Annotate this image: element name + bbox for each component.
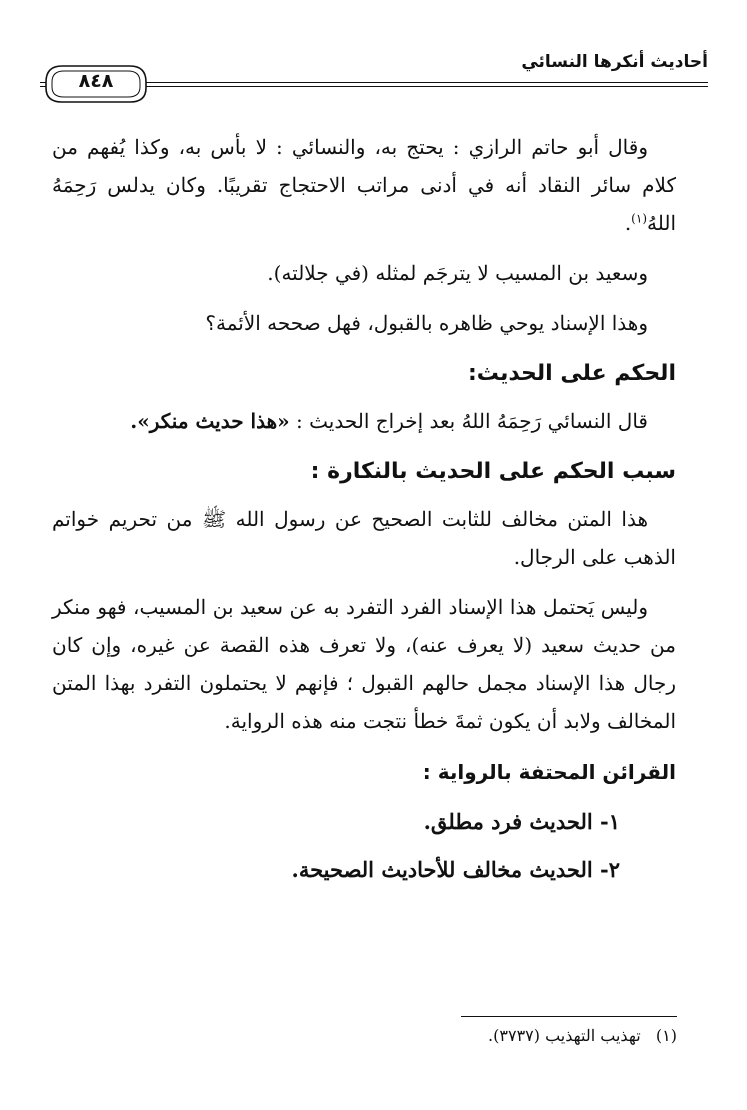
ruling-quote: «هذا حديث منكر».	[130, 409, 290, 433]
footnote-text: تهذيب التهذيب (٣٧٣٧).	[488, 1026, 641, 1045]
main-text	[52, 128, 676, 892]
heading-ruling: الحكم على الحديث:	[467, 361, 676, 386]
footnote	[277, 1026, 677, 1045]
heading-indicators: القرائن المحتفة بالرواية :	[422, 760, 676, 784]
paragraph-narrators	[52, 128, 676, 242]
footnote-ref: (١)	[631, 211, 647, 226]
paragraph-explanation: وليس يَحتمل هذا الإسناد الفرد التفرد به عن سعيد بن المسيب، فهو منكر من حديث سعيد (لا يعرف عنه)، ولا تعرف هذه القصة عن غيره، وإن كان رجال هذا الإسناد مجمل حالهم القبول ؛ فإنهم لا يحتملون التفرد بهذا المتن المخالف ولابد أن يكون ثمةَ خطأ نتجت منه هذه الرواية.	[52, 595, 676, 733]
list-item: ١- الحديث فرد مطلق.	[423, 809, 620, 834]
paragraph-end: .	[624, 211, 632, 235]
footnote-rule	[461, 1016, 677, 1017]
page-number: ٨٤٨	[78, 70, 114, 92]
heading-reason: سبب الحكم على الحديث بالنكارة :	[310, 459, 676, 484]
footnote-number: (١)	[655, 1026, 677, 1045]
paragraph-reason: هذا المتن مخالف للثابت الصحيح عن رسول الله ﷺ من تحريم خواتم الذهب على الرجال.	[52, 507, 676, 569]
paragraph-question: وهذا الإسناد يوحي ظاهره بالقبول، فهل صححه الأئمة؟	[205, 311, 648, 335]
paragraph-ruling	[52, 402, 676, 440]
paragraph-said: وسعيد بن المسيب لا يترجَم لمثله (في جلالته).	[267, 261, 648, 285]
ruling-intro: قال النسائي رَحِمَهُ اللهُ بعد إخراج الحديث :	[289, 409, 648, 433]
paragraph-text: وقال أبو حاتم الرازي : يحتج به، والنسائي : لا بأس به، وكذا يُفهم من كلام سائر النقاد أنه في أدنى مراتب الاحتجاج تقريبًا. وكان يدلس رَحِمَهُ اللهُ	[52, 135, 676, 235]
running-title: أحاديث أنكرها النسائي	[521, 52, 708, 72]
page-header	[40, 44, 708, 104]
list-item: ٢- الحديث مخالف للأحاديث الصحيحة.	[291, 857, 620, 882]
